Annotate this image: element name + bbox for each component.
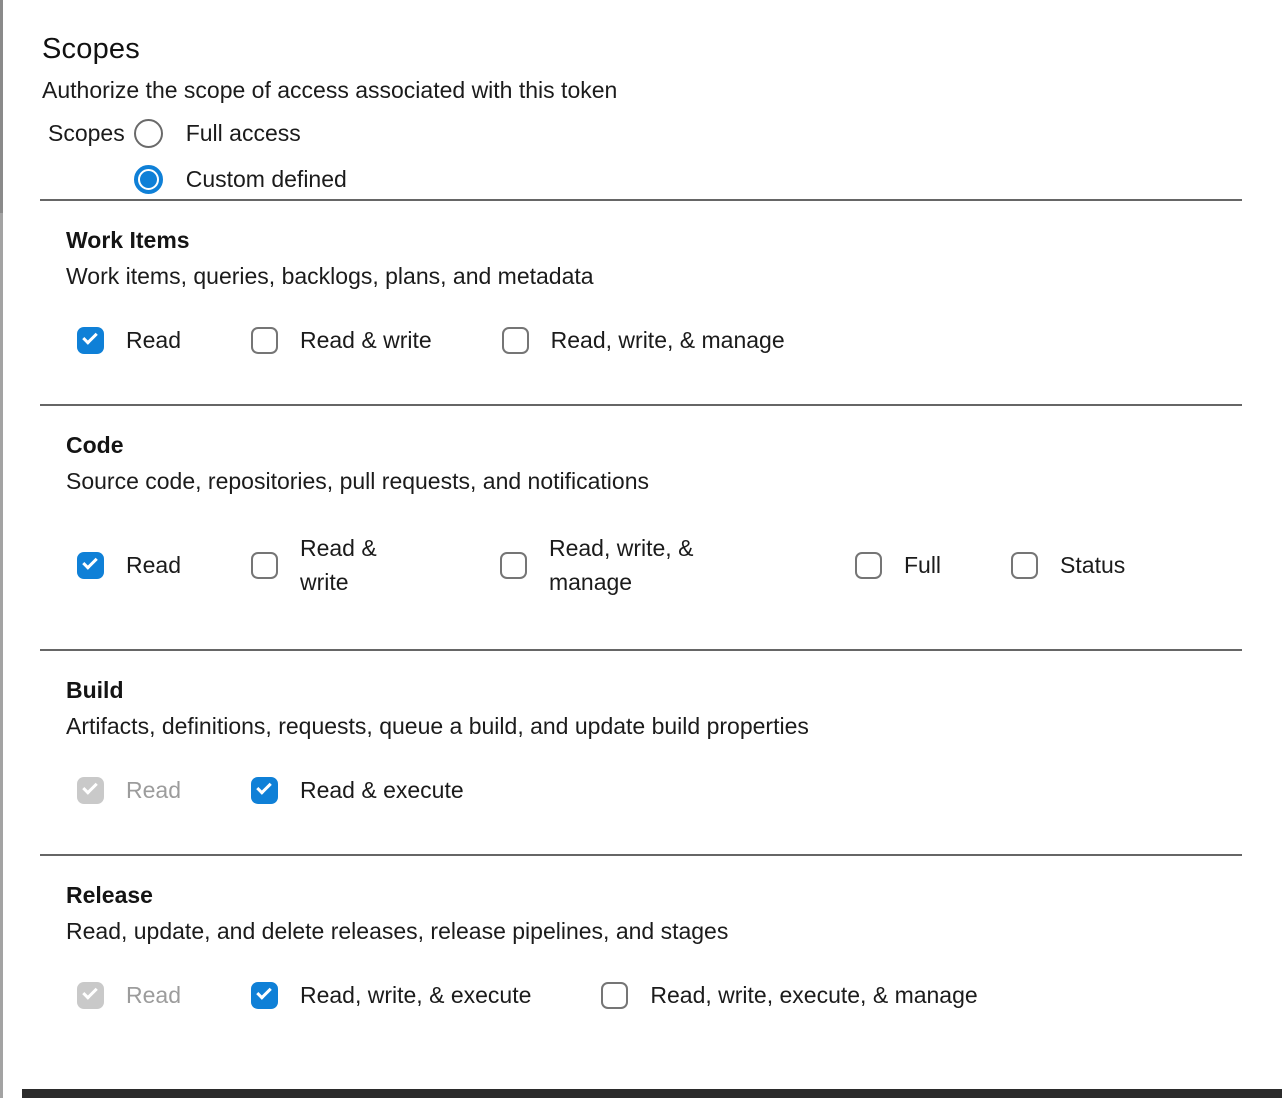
check-icon [256,984,272,1000]
checkbox-disabled-checked-icon [77,777,104,804]
checkbox-label: Read [126,777,181,803]
bottom-scrollbar[interactable] [22,1089,1282,1098]
page-subtitle: Authorize the scope of access associated with this token [42,77,618,103]
checkbox-work-items-read-write-manage[interactable] [502,326,785,354]
section-description: Work items, queries, backlogs, plans, and metadata [66,263,594,289]
check-icon [82,554,98,570]
checkbox-code-status[interactable] [1011,551,1125,579]
checkbox-label[interactable]: Read & write [299,535,377,595]
section-work-items [40,199,1242,404]
checkbox-build-read-execute[interactable] [251,776,464,804]
section-description: Artifacts, definitions, requests, queue a build, and update build properties [66,713,809,739]
checkbox-checked-icon[interactable] [77,327,104,354]
scopes-panel [40,0,1242,1059]
checkbox-label[interactable]: Full [903,552,942,578]
checkbox-label[interactable]: Read & write [299,327,432,353]
checkbox-label[interactable]: Read [126,552,181,578]
checkbox-label[interactable]: Read [126,327,181,353]
section-title: Work Items [66,227,190,253]
checkbox-work-items-read[interactable] [77,326,181,354]
radio-label[interactable]: Custom defined [185,165,347,192]
checkbox-unchecked-icon[interactable] [855,552,882,579]
section-code [40,404,1242,649]
checkbox-code-read-write-manage[interactable] [500,531,735,599]
radio-on-icon[interactable] [134,165,163,194]
checkbox-code-read[interactable] [77,551,181,579]
checkbox-label[interactable]: Read, write, & manage [548,535,694,595]
check-icon [82,779,98,795]
check-icon [256,779,272,795]
checkbox-code-full[interactable] [855,551,941,579]
scopes-radio-options [134,113,347,199]
section-description: Read, update, and delete releases, release pipelines, and stages [66,918,729,944]
left-panel-border [0,0,3,1098]
checkbox-label[interactable]: Read, write, execute, & manage [650,982,978,1008]
left-scrollbar-thumb[interactable] [0,0,3,213]
checkbox-label[interactable]: Read, write, & execute [299,982,532,1008]
code-options-row [77,531,1242,599]
checkbox-checked-icon[interactable] [251,777,278,804]
checkbox-disabled-checked-icon [77,982,104,1009]
section-description: Source code, repositories, pull requests, and notifications [66,468,649,494]
checkbox-release-read-disabled [77,981,181,1009]
scopes-radio-group [42,113,1242,199]
section-build [40,649,1242,854]
checkbox-build-read-disabled [77,776,181,804]
page-title: Scopes [42,33,140,65]
checkbox-checked-icon[interactable] [77,552,104,579]
checkbox-work-items-read-write[interactable] [251,326,432,354]
radio-off-icon[interactable] [134,119,163,148]
checkbox-unchecked-icon[interactable] [601,982,628,1009]
checkbox-label[interactable]: Status [1060,552,1126,578]
radio-custom-defined[interactable] [134,159,347,199]
checkbox-unchecked-icon[interactable] [502,327,529,354]
checkbox-label: Read [126,982,181,1008]
section-title: Release [66,882,153,908]
section-release [40,854,1242,1059]
checkbox-release-read-write-execute-manage[interactable] [601,981,977,1009]
checkbox-unchecked-icon[interactable] [500,552,527,579]
release-options-row [77,981,1242,1009]
checkbox-unchecked-icon[interactable] [1011,552,1038,579]
check-icon [82,984,98,1000]
section-title: Build [66,677,124,703]
scopes-header [40,0,1242,199]
scopes-group-label: Scopes [48,120,125,146]
work-items-options-row [77,326,1242,354]
section-title: Code [66,432,124,458]
checkbox-code-read-write[interactable] [251,531,402,599]
checkbox-release-read-write-execute[interactable] [251,981,531,1009]
checkbox-label[interactable]: Read & execute [299,777,464,803]
build-options-row [77,776,1242,804]
radio-label[interactable]: Full access [185,119,301,146]
checkbox-checked-icon[interactable] [251,982,278,1009]
checkbox-label[interactable]: Read, write, & manage [550,327,785,353]
checkbox-unchecked-icon[interactable] [251,327,278,354]
check-icon [82,329,98,345]
checkbox-unchecked-icon[interactable] [251,552,278,579]
radio-full-access[interactable] [134,113,347,153]
